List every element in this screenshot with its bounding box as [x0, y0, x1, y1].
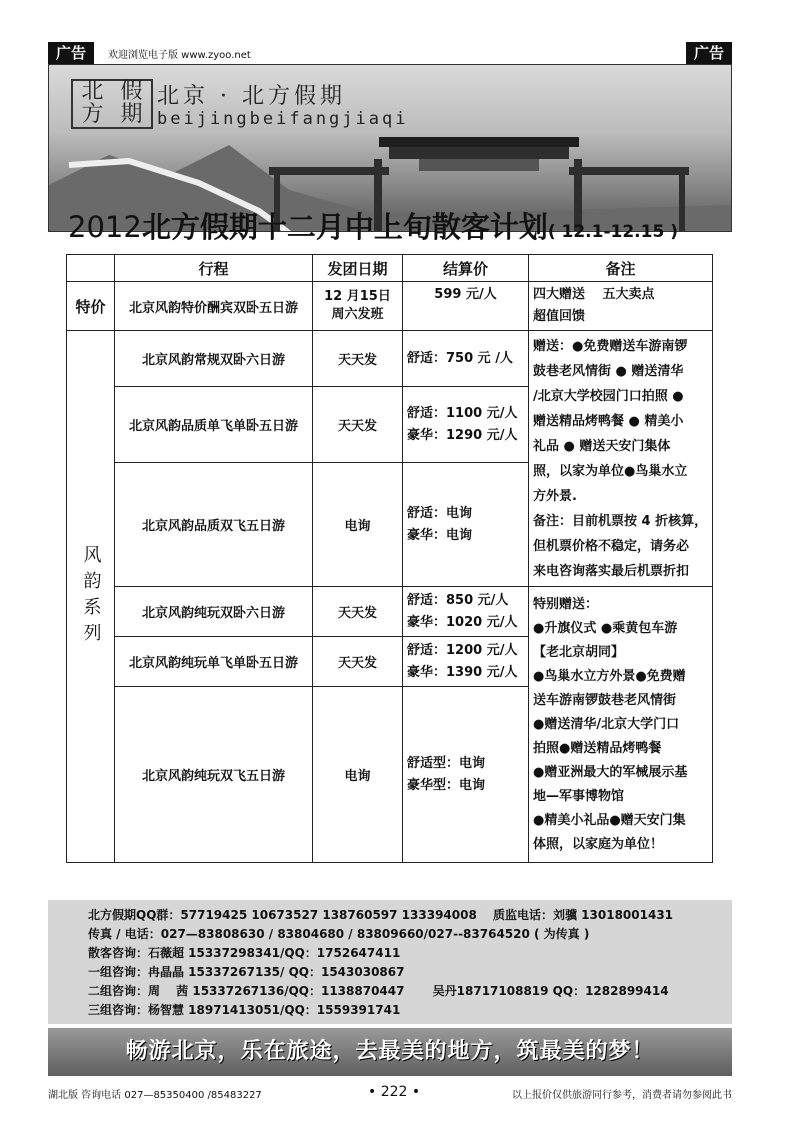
departure-date: 天天发 [313, 387, 403, 463]
header-blank [67, 255, 115, 282]
date-line: 周六发班 [331, 307, 384, 322]
departure-date: 天天发 [313, 587, 403, 637]
tour-plan-table [66, 254, 713, 863]
price-line: 舒适：1200 元/人 [407, 642, 518, 658]
price-line: 舒适：1100 元/人 [407, 405, 518, 421]
note-line: 体照，以家庭为单位！ [533, 836, 664, 852]
page-title [68, 205, 678, 246]
price [403, 387, 529, 463]
departure-date: 电询 [313, 687, 403, 863]
ad-label-left: 广告 [48, 42, 94, 64]
table-header-row [67, 255, 713, 282]
footer-disclaimer: 以上报价仅供旅游同行参考，消费者请勿参阅此书 [512, 1090, 732, 1101]
note-line: ●升旗仪式 ●乘黄包车游 [533, 620, 678, 636]
brand-name-cn: 北京 · 北方假期 [157, 84, 346, 109]
price-line: 豪华：1390 元/人 [407, 664, 518, 680]
title-main: 北方假期十二月中上旬散客计划 [141, 210, 548, 244]
brand-name-en: beijingbeifangjiaqi [157, 109, 409, 129]
note-line: 地—军事博物馆 [533, 788, 625, 804]
note-line: 备注：目前机票按 4 折核算， [533, 513, 708, 529]
note-line: 送车游南锣鼓巷老风情街 [533, 692, 677, 708]
price [403, 463, 529, 587]
table-row [67, 331, 713, 387]
contact-line: 二组咨询：周 茜 15337267136/QQ：1138870447 吴丹18717108819 QQ：1282899414 [88, 984, 669, 998]
note-group-1 [529, 331, 713, 587]
route-name: 北京风韵品质单飞单卧五日游 [115, 387, 313, 463]
price-line: 舒适：750 元 /人 [407, 350, 513, 366]
route-name: 北京风韵纯玩单飞单卧五日游 [115, 637, 313, 687]
header-route: 行程 [115, 255, 313, 282]
note [529, 282, 713, 331]
route-name: 北京风韵常规双卧六日游 [115, 331, 313, 387]
note-line: ●鸟巢水立方外景●免费赠 [533, 668, 686, 684]
note-line: 赠送精品烤鸭餐 ● 精美小 [533, 413, 684, 429]
note-line: 赠送：●免费赠送车游南锣 [533, 338, 688, 354]
table-row-special [67, 282, 713, 331]
note-line: 鼓巷老风情街 ● 赠送清华 [533, 363, 684, 379]
route-name: 北京风韵品质双飞五日游 [115, 463, 313, 587]
departure-date: 天天发 [313, 637, 403, 687]
departure-date: 电询 [313, 463, 403, 587]
route-name: 北京风韵特价酬宾双卧五日游 [115, 282, 313, 331]
price-line: 舒适：850 元/人 [407, 592, 509, 608]
note-line: ●赠亚洲最大的军械展示基 [533, 764, 688, 780]
note-line: ●赠送清华/北京大学门口 [533, 716, 680, 732]
note-line: /北京大学校园门口拍照 ● [533, 388, 684, 404]
contact-line: 散客咨询：石薇超 15337298341/QQ：1752647411 [88, 946, 401, 960]
note-line: 特别赠送： [533, 596, 599, 612]
header-date: 发团日期 [313, 255, 403, 282]
logo-char: 方 [81, 102, 104, 127]
series-label: 风韵系列 [80, 544, 102, 649]
price-line: 豪华：1290 元/人 [407, 427, 518, 443]
logo-char: 期 [120, 102, 143, 127]
header-note: 备注 [529, 255, 713, 282]
category-series [67, 331, 115, 863]
price [403, 587, 529, 637]
logo-char: 北 [81, 79, 104, 104]
ad-label-right: 广告 [686, 42, 732, 64]
note-line: 方外景. [533, 488, 577, 504]
category-special: 特价 [67, 282, 115, 331]
date-line: 12 月15日 [324, 289, 391, 304]
table-row [67, 587, 713, 637]
price [403, 687, 529, 863]
price-line: 舒适：电询 [407, 505, 473, 521]
contact-info [48, 900, 732, 1024]
price-line: 豪华型：电询 [407, 777, 486, 793]
title-year: 2012 [68, 210, 142, 244]
contact-line: 一组咨询：冉晶晶 15337267135/ QQ：1543030867 [88, 965, 405, 979]
contact-line: 传真 / 电话：027—83808630 / 83804680 / 83809660/027--83764520 ( 为传真 ) [88, 927, 590, 941]
price-line: 豪华：电询 [407, 527, 473, 543]
departure-date: 天天发 [313, 331, 403, 387]
note-line: ●精美小礼品●赠天安门集 [533, 812, 686, 828]
note-line: 但机票价格不稳定，请务必 [533, 538, 690, 554]
price [403, 331, 529, 387]
note-line: 礼品 ● 赠送天安门集体 [533, 438, 671, 454]
title-dates: ( 12.1-12.15 ) [547, 222, 678, 242]
footer-edition: 湖北版 咨询电话 027—85350400 /85483227 [48, 1090, 262, 1101]
price-line: 舒适型：电询 [407, 755, 486, 771]
slogan-banner: 畅游北京，乐在旅途，去最美的地方，筑最美的梦！ [48, 1028, 732, 1076]
top-bar [48, 40, 732, 64]
brand-logo [71, 79, 153, 129]
contact-line: 三组咨询：杨智慧 18971413051/QQ：1559391741 [88, 1003, 401, 1017]
route-name: 北京风韵纯玩双飞五日游 [115, 687, 313, 863]
page-number: • 222 • [368, 1084, 421, 1100]
logo-char: 假 [120, 79, 143, 104]
note-line: 来电咨询落实最后机票折扣 [533, 563, 690, 579]
contact-line: 北方假期QQ群：57719425 10673527 138760597 133394008 质监电话：刘骥 13018001431 [88, 908, 674, 922]
price-line: 豪华：1020 元/人 [407, 614, 518, 630]
note-line: 超值回馈 [533, 309, 586, 324]
note-line: 四大赠送 五大卖点 [533, 287, 655, 302]
route-name: 北京风韵纯玩双卧六日游 [115, 587, 313, 637]
note-group-2 [529, 587, 713, 863]
welcome-text: 欢迎浏览电子版 www.zyoo.net [108, 50, 251, 61]
note-line: 拍照●赠送精品烤鸭餐 [533, 740, 662, 756]
price: 599 元/人 [403, 282, 529, 331]
note-line: 【老北京胡同】 [533, 644, 625, 660]
note-line: 照，以家为单位●鸟巢水立 [533, 463, 688, 479]
price [403, 637, 529, 687]
header-price: 结算价 [403, 255, 529, 282]
departure-date [313, 282, 403, 331]
